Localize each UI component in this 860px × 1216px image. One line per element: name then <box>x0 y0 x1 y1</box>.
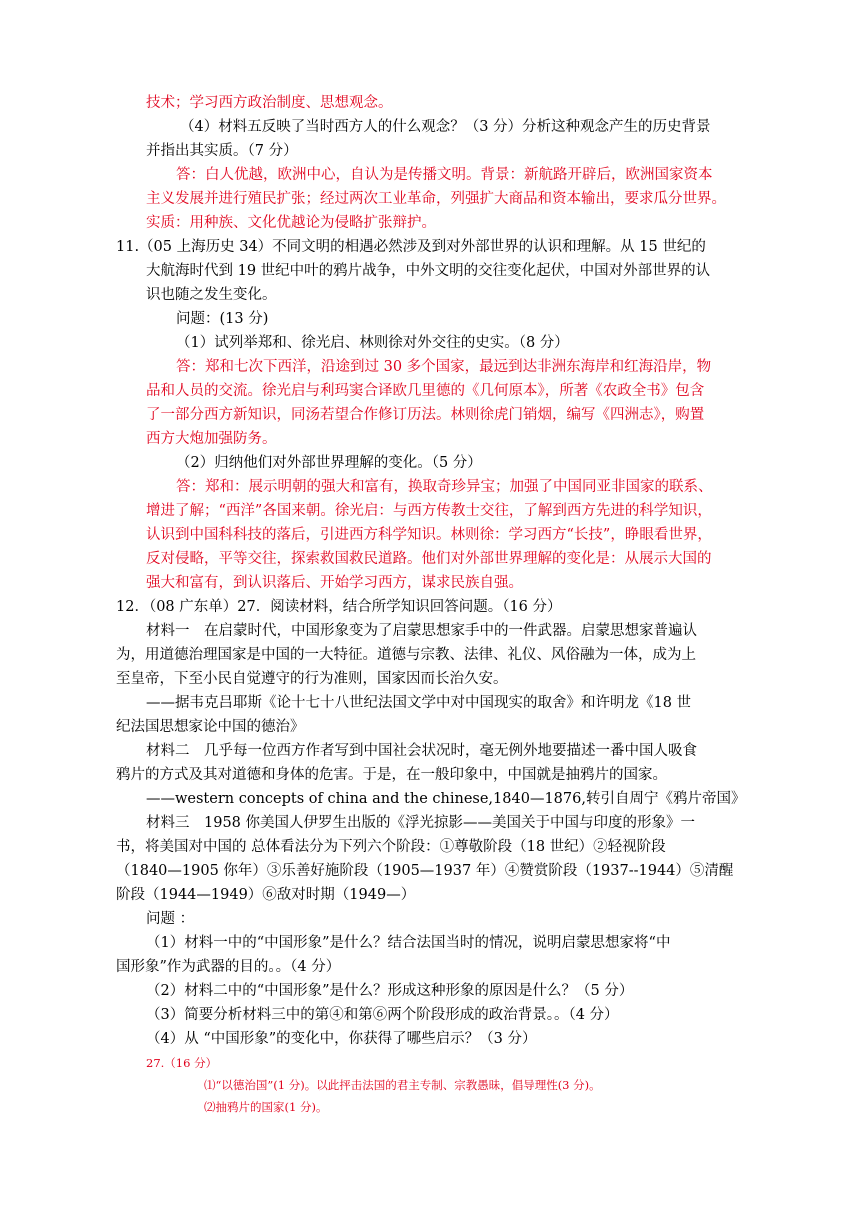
answer-text-line: 西方大炮加强防务。 <box>146 431 277 447</box>
answer-text-line: 认识到中国科科技的落后，引进西方科学知识。林则徐：学习西方“长技”，睁眼看世界， <box>146 527 712 543</box>
question-text-line: 材料一 在启蒙时代，中国形象变为了启蒙思想家手中的一件武器。启蒙思想家普遍认 <box>146 623 697 639</box>
question-text-line: 识也随之发生变化。 <box>146 287 277 303</box>
question-text-line: 书，将美国对中国的 总体看法分为下列六个阶段：①尊敬阶段（18 世纪）②轻视阶段 <box>116 839 666 855</box>
question-text-line: 鸦片的方式及其对道德和身体的危害。于是，在一般印象中，中国就是抽鸦片的国家。 <box>116 767 667 783</box>
answer-text-line: 增进了解；“西洋”各国来朝。徐光启：与西方传教士交往，了解到西方先进的科学知识， <box>146 503 712 519</box>
question-text-line: （1）材料一中的“中国形象”是什么？结合法国当时的情况，说明启蒙思想家将“中 <box>146 935 671 951</box>
answer-text-line: 答：郑和七次下西洋，沿途到过 30 多个国家，最远到达非洲东海岸和红海沿岸，物 <box>176 359 712 375</box>
answer-text-line: 强大和富有，到认识落后、开始学习西方，谋求民族自强。 <box>146 575 523 591</box>
question-text-line: 材料三 1958 你美国人伊罗生出版的《浮光掠影——美国关于中国与印度的形象》一 <box>146 815 696 831</box>
question-text-line: 并指出其实质。（7 分） <box>146 143 298 159</box>
answer-key-line: ⑵抽鸦片的国家(1 分)。 <box>204 1100 328 1114</box>
question-text-line: （2）材料二中的“中国形象”是什么？形成这种形象的原因是什么？（5 分） <box>146 983 634 999</box>
question-text-line: 12．（08 广东单）27．阅读材料，结合所学知识回答问题。（16 分） <box>116 599 562 615</box>
answer-text-line: 答：郑和：展示明朝的强大和富有，换取奇珍异宝；加强了中国同亚非国家的联系、 <box>176 479 713 495</box>
question-text-line: 11.（05 上海历史 34）不同文明的相遇必然涉及到对外部世界的认识和理解。从 15 世纪的 <box>116 239 706 255</box>
answer-text-line: 主义发展并进行殖民扩张；经过两次工业革命，列强扩大商品和资本输出，要求瓜分世界。 <box>146 191 726 207</box>
question-text-line: 阶段（1944—1949）⑥敌对时期（1949—） <box>116 887 416 903</box>
question-text-line: 问题 ： <box>146 911 195 927</box>
question-text-line: （3）简要分析材料三中的第④和第⑥两个阶段形成的政治背景。。（4 分） <box>146 1007 619 1023</box>
question-text-line: 问题：(13 分) <box>176 311 269 327</box>
question-text-line: 至皇帝，下至小民自觉遵守的行为准则，国家因而长治久安。 <box>116 671 508 687</box>
question-text-line: （4）材料五反映了当时西方人的什么观念？（3 分）分析这种观念产生的历史背景 <box>180 119 711 135</box>
answer-text-line: 品和人员的交流。徐光启与利玛窦合译欧几里德的《几何原本》，所著《农政全书》包含 <box>146 383 705 399</box>
question-text-line: （2）归纳他们对外部世界理解的变化。（5 分） <box>176 455 482 471</box>
question-text-line: 国形象”作为武器的目的。。（4 分） <box>116 959 341 975</box>
question-text-line: （4）从 “中国形象”的变化中，你获得了哪些启示？（3 分） <box>146 1031 537 1047</box>
answer-key-line: 27.（16 分） <box>146 1056 218 1070</box>
answer-text-line: 技术；学习西方政治制度、思想观念。 <box>146 95 393 111</box>
question-text-line: 为，用道德治理国家是中国的一大特征。道德与宗教、法律、礼仪、风俗融为一体，成为上 <box>116 647 696 663</box>
question-text-line: （1）试列举郑和、徐光启、林则徐对外交往的史实。（8 分） <box>176 335 569 351</box>
answer-text-line: 反对侵略，平等交往，探索救国救民道路。他们对外部世界理解的变化是：从展示大国的 <box>146 551 712 567</box>
question-text-line: 纪法国思想家论中国的德治》 <box>116 719 305 735</box>
question-text-line: ——据韦克吕耶斯《论十七十八世纪法国文学中对中国现实的取舍》和许明龙《18 世 <box>146 695 692 711</box>
answer-text-line: 答：白人优越，欧洲中心，自认为是传播文明。背景：新航路开辟后，欧洲国家资本 <box>176 167 713 183</box>
question-text-line: ——western concepts of china and the chinese,1840—1876,转引自周宁《鸦片帝国》 <box>146 791 746 807</box>
answer-text-line: 实质：用种族、文化优越论为侵略扩张辩护。 <box>146 215 436 231</box>
question-text-line: 大航海时代到 19 世纪中叶的鸦片战争，中外文明的交往变化起伏，中国对外部世界的认 <box>146 263 711 279</box>
question-text-line: 材料二 几乎每一位西方作者写到中国社会状况时，毫无例外地要描述一番中国人吸食 <box>146 743 697 759</box>
answer-text-line: 了一部分西方新知识，同汤若望合作修订历法。林则徐虎门销烟，编写《四洲志》，购置 <box>146 407 705 423</box>
question-text-line: （1840—1905 你年）③乐善好施阶段（1905—1937 年）④赞赏阶段（1937--1944）⑤清醒 <box>116 863 734 879</box>
answer-key-line: ⑴“以德治国”(1 分)。以此抨击法国的君主专制、宗教愚昧，倡导理性(3 分)。 <box>204 1078 601 1092</box>
